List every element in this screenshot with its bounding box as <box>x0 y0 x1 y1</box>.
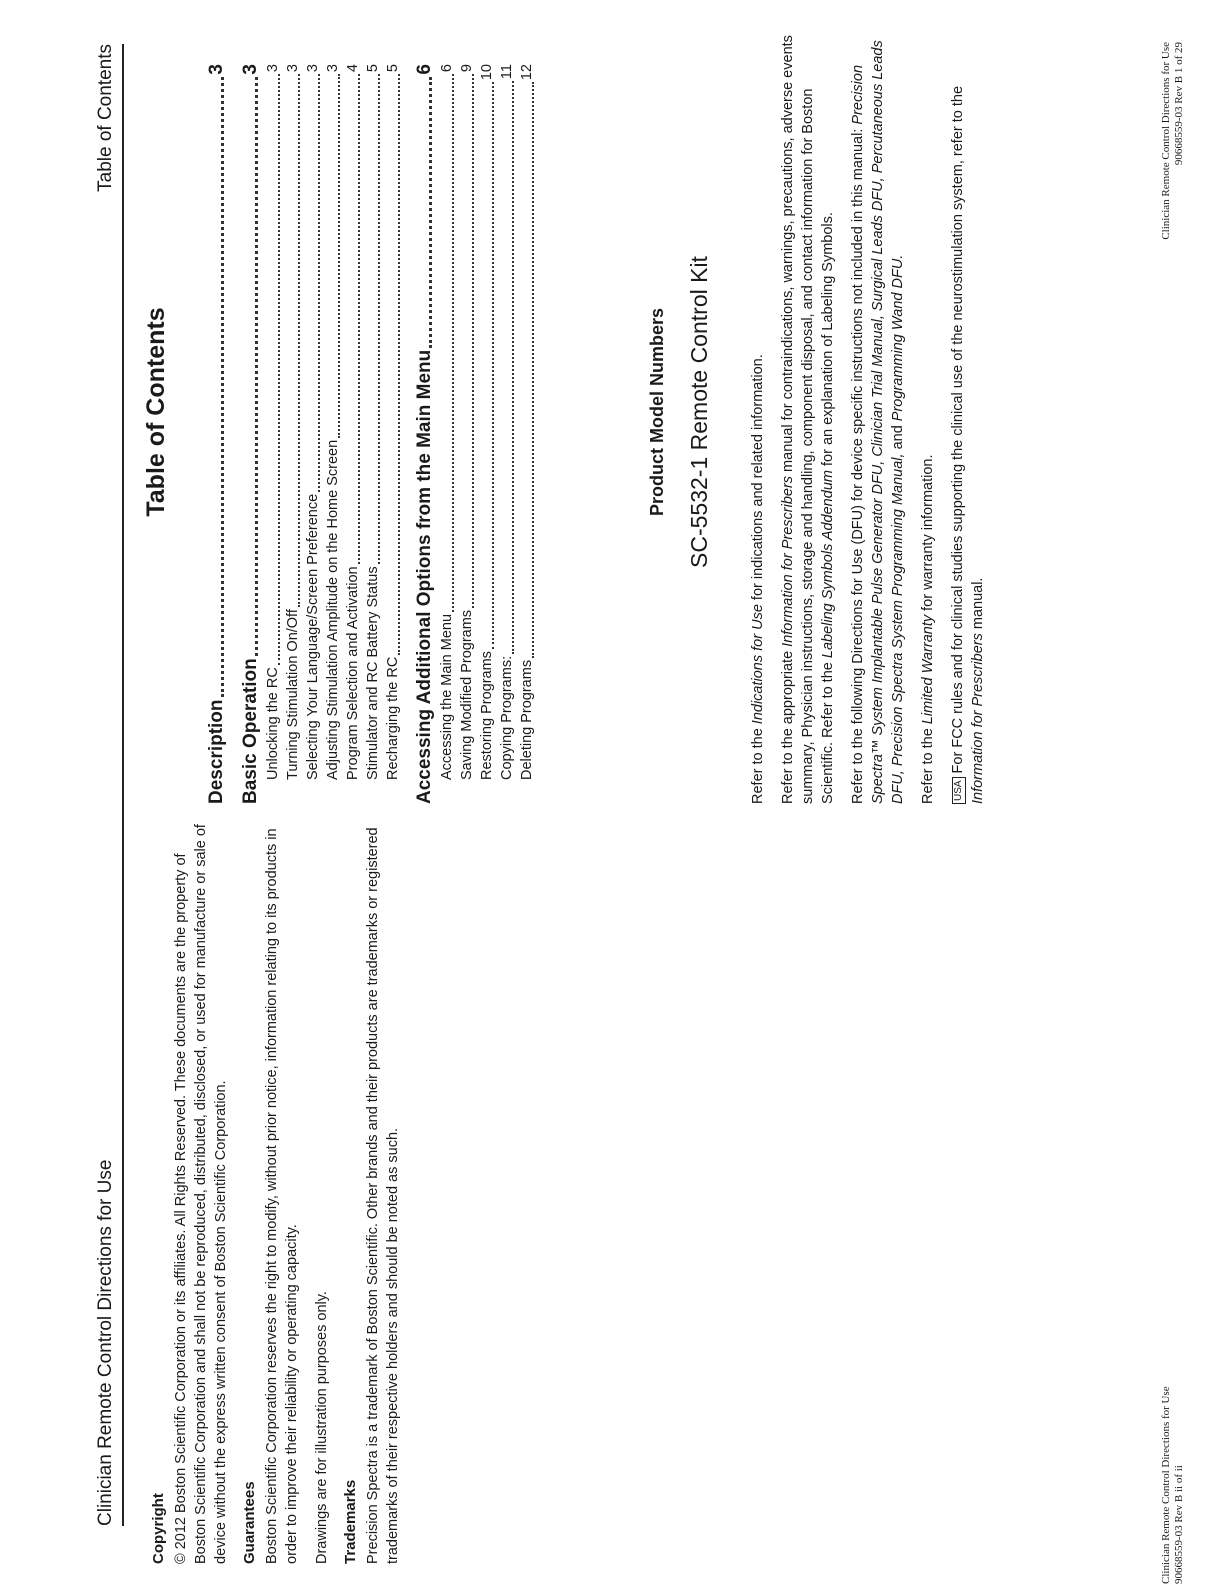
toc-leader-dots <box>531 82 534 658</box>
usa-flag-icon: USA <box>952 777 966 804</box>
toc-entry-title: Saving Modified Programs <box>459 609 475 780</box>
toc-subsection-entry <box>263 64 283 804</box>
product-model-numbers-heading: Product Model Numbers <box>647 307 667 517</box>
toc-title: Table of Contents <box>142 307 170 517</box>
trademarks-heading: Trademarks <box>342 1479 359 1564</box>
toc-subsection-entry <box>323 64 343 804</box>
toc-entry-title: Selecting Your Language/Screen Preference <box>305 493 321 780</box>
running-head: Table of Contents <box>95 44 124 804</box>
ref-warranty: Refer to the Limited Warranty for warranty information. <box>920 454 936 804</box>
toc-page-number: 3 <box>240 64 261 75</box>
page-footer <box>1160 1386 1186 1584</box>
ref-fcc: USAFor FCC rules and for clinical studies supporting the clinical use of the neurostimulation system, refer to the Information for Prescribers manual. <box>950 85 986 804</box>
copyright-heading: Copyright <box>150 1493 167 1564</box>
toc-leader-dots <box>471 74 474 608</box>
ref-prescribers: Refer to the appropriate Information for Prescribers manual for contraindications, warnings, precautions, adverse events summary, Physician instructions, storage and handling, component disposal, and contact information for Boston Scientific. Refer to the Labeling Symbols Addendum for an explanation of Labeling Symbols. <box>780 35 836 804</box>
toc-entry-title: Turning Stimulation On/Off <box>285 609 301 780</box>
toc-leader-dots <box>254 77 258 657</box>
toc-leader-dots <box>317 74 320 492</box>
toc-section-entry <box>238 64 263 804</box>
toc-leader-dots <box>511 81 514 654</box>
footer-doc-number: 90668559-03 Rev B 1 of 29 <box>1173 42 1185 166</box>
table-of-contents <box>195 64 537 804</box>
toc-page-number: 5 <box>365 64 381 73</box>
toc-entry-title: Adjusting Stimulation Amplitude on the Home Screen <box>325 439 341 780</box>
toc-page-number: 11 <box>499 64 515 80</box>
toc-subsection-entry <box>383 64 403 804</box>
toc-entry-title: Stimulator and RC Battery Status <box>365 566 381 780</box>
toc-entry-title: Description <box>206 699 227 804</box>
toc-leader-dots <box>377 74 380 564</box>
trademarks-text: Precision Spectra is a trademark of Boston Scientific. Other brands and their products are trademarks or registered trademarks of their respective holders and should be noted as such. <box>365 827 401 1564</box>
toc-entry-title: Basic Operation <box>240 658 261 804</box>
copyright-text: © 2012 Boston Scientific Corporation or its affiliates. All Rights Reserved. These documents are the property of Boston Scientific Corporation and shall not be reproduced, distributed, disclosed, or used for manufacture or sale of device without the express written consent of Boston Scientific Corporation. <box>173 824 229 1564</box>
toc-subsection-entry <box>283 64 303 804</box>
footer-title: Clinician Remote Control Directions for Use <box>1160 42 1172 240</box>
toc-subsection-entry <box>477 64 497 804</box>
left-page <box>0 824 1224 1584</box>
toc-subsection-entry <box>343 64 363 804</box>
footer-title: Clinician Remote Control Directions for Use <box>1160 1386 1172 1584</box>
toc-subsection-entry <box>363 64 383 804</box>
toc-entry-title: Copying Programs: <box>499 655 515 780</box>
toc-leader-dots <box>451 74 454 612</box>
toc-page-number: 4 <box>345 64 361 73</box>
reference-paragraphs <box>748 24 998 804</box>
toc-page-number: 6 <box>414 64 435 75</box>
toc-entry-title: Accessing Additional Options from the Main Menu <box>414 349 435 804</box>
toc-subsection-entry <box>457 64 477 804</box>
toc-entry-title: Deleting Programs <box>519 659 535 780</box>
toc-leader-dots <box>491 82 494 649</box>
toc-leader-dots <box>277 74 280 665</box>
toc-subsection-entry <box>437 64 457 804</box>
toc-leader-dots <box>397 74 400 655</box>
toc-page-number: 12 <box>519 64 535 81</box>
drawings-note: Drawings are for illustration purposes only. <box>314 1291 330 1564</box>
toc-entry-title: Unlocking the RC <box>265 667 281 780</box>
toc-section-entry <box>412 64 437 804</box>
toc-page-number: 9 <box>459 64 475 73</box>
toc-page-number: 3 <box>285 64 301 73</box>
toc-page-number: 3 <box>265 64 281 73</box>
toc-entry-title: Program Selection and Activation <box>345 566 361 780</box>
toc-leader-dots <box>297 74 300 607</box>
footer-doc-number: 90668559-03 Rev B ii of ii <box>1173 1465 1185 1584</box>
toc-page-number: 6 <box>439 64 455 73</box>
page-footer <box>1160 42 1186 240</box>
toc-leader-dots <box>357 74 360 564</box>
ref-indications: Refer to the Indications for Use for indications and related information. <box>750 354 766 804</box>
toc-page-number: 3 <box>206 64 227 75</box>
guarantees-heading: Guarantees <box>241 1481 258 1564</box>
kit-name: SC-5532-1 Remote Control Kit <box>686 256 712 568</box>
toc-entry-title: Recharging the RC <box>385 656 401 780</box>
toc-page-number: 3 <box>325 64 341 73</box>
toc-page-number: 10 <box>479 64 495 81</box>
toc-entry-title: Restoring Programs <box>479 651 495 780</box>
left-page-body <box>150 824 413 1564</box>
toc-subsection-entry <box>517 64 537 804</box>
toc-leader-dots <box>337 74 340 438</box>
running-head: Clinician Remote Control Directions for Use <box>95 726 124 1526</box>
toc-section-entry <box>204 64 229 804</box>
toc-subsection-entry <box>303 64 323 804</box>
toc-leader-dots <box>428 77 432 348</box>
toc-page-number: 5 <box>385 64 401 73</box>
toc-entry-title: Accessing the Main Menu <box>439 613 455 780</box>
ref-dfu: Refer to the following Directions for Use (DFU) for device specific instructions not included in this manual: Precision Spectra™ System Implantable Pulse Generator DFU, Clinician Trial Manual, Surgical Leads DFU, Percutaneous Leads DFU, Precision Spectra System Programming Manual, and Programming Wand DFU. <box>850 40 906 804</box>
toc-subsection-entry <box>497 64 517 804</box>
toc-page-number: 3 <box>305 64 321 73</box>
toc-leader-dots <box>220 77 224 698</box>
guarantees-text: Boston Scientific Corporation reserves the right to modify, without prior notice, information relating to its products in order to improve their reliability or operating capacity. <box>264 828 300 1564</box>
